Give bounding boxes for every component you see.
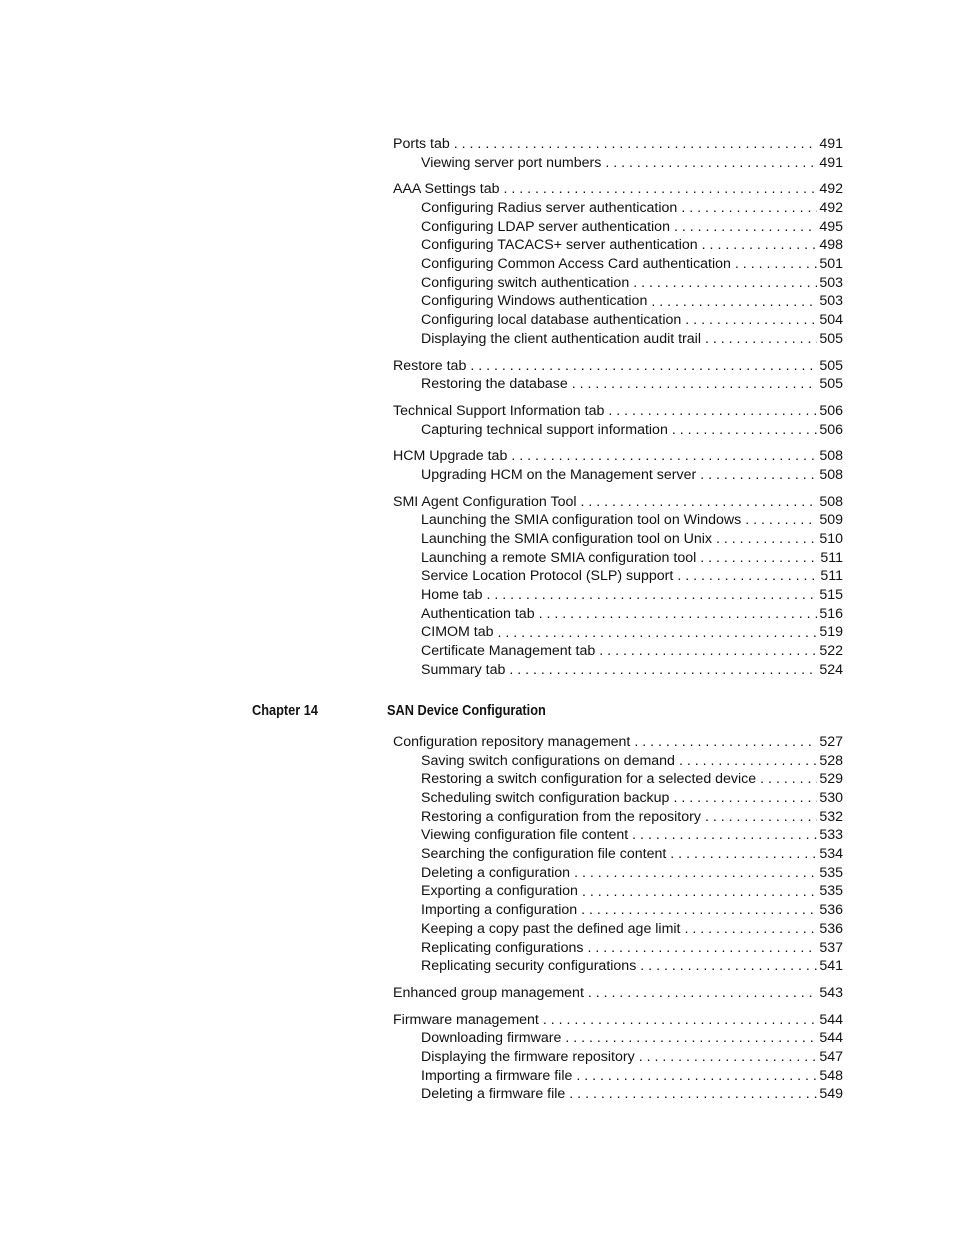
toc-page-number: 535 <box>819 864 843 881</box>
toc-subentry[interactable] <box>393 218 843 237</box>
toc-subentry[interactable] <box>393 199 843 218</box>
toc-subentry[interactable] <box>393 293 843 312</box>
toc-page-number: 530 <box>819 790 843 807</box>
dot-leader <box>760 770 817 789</box>
toc-page-number: 508 <box>819 466 843 483</box>
dot-leader <box>565 1029 817 1048</box>
toc-entry-title: Configuring Common Access Card authentication <box>421 256 731 273</box>
toc-entry-title: Restoring a switch configuration for a selected device <box>421 771 757 788</box>
toc-entry[interactable] <box>393 733 843 752</box>
toc-entry-title: Scheduling switch configuration backup <box>421 790 670 807</box>
toc-page-number: 505 <box>819 330 843 347</box>
toc-page-number: 543 <box>819 984 843 1001</box>
toc-subentry[interactable] <box>393 1067 843 1086</box>
toc-entry-title: Restoring a configuration from the repository <box>421 808 701 825</box>
toc-entry-title: Configuring Radius server authentication <box>421 200 678 217</box>
toc-page-number: 527 <box>819 733 843 750</box>
toc-entry[interactable] <box>393 984 843 1003</box>
toc-entry-title: Launching a remote SMIA configuration tool <box>421 549 697 566</box>
toc-entry-title: Deleting a firmware file <box>421 1086 566 1103</box>
toc-entry-title: Service Location Protocol (SLP) support <box>421 568 674 585</box>
dot-leader <box>543 1011 817 1030</box>
toc-entry-title: Home tab <box>421 587 483 604</box>
toc-entry[interactable] <box>393 180 843 199</box>
toc-entry-title: Exporting a configuration <box>421 883 578 900</box>
toc-subentry[interactable] <box>393 605 843 624</box>
dot-leader <box>581 901 817 920</box>
toc-subentry[interactable] <box>393 567 843 586</box>
dot-leader <box>700 549 818 568</box>
toc-subentry[interactable] <box>393 826 843 845</box>
dot-leader <box>587 939 817 958</box>
toc-entry-title: Viewing server port numbers <box>421 154 602 171</box>
toc-subentry[interactable] <box>393 330 843 349</box>
dot-leader <box>651 293 817 312</box>
toc-page-number: 516 <box>819 605 843 622</box>
toc-subentry[interactable] <box>393 939 843 958</box>
toc-page-number: 528 <box>819 752 843 769</box>
toc-entry-title: Certificate Management tab <box>421 643 596 660</box>
toc-page-number: 495 <box>819 218 843 235</box>
dot-leader <box>673 789 817 808</box>
toc-subentry[interactable] <box>393 624 843 643</box>
toc-page-number: 491 <box>819 135 843 152</box>
dot-leader <box>745 511 817 530</box>
toc-entry-title: Replicating security configurations <box>421 958 637 975</box>
toc-page-number: 522 <box>819 643 843 660</box>
dot-leader <box>672 421 817 440</box>
dot-leader <box>685 311 817 330</box>
toc-subentry[interactable] <box>393 311 843 330</box>
toc-entry[interactable] <box>393 447 843 466</box>
toc-subentry[interactable] <box>393 808 843 827</box>
dot-leader <box>605 154 817 173</box>
dot-leader <box>640 957 817 976</box>
dot-leader <box>639 1048 818 1067</box>
dot-leader <box>599 642 817 661</box>
toc-page-number: 544 <box>819 1030 843 1047</box>
toc-entry-title: AAA Settings tab <box>393 181 500 198</box>
toc-page-number: 492 <box>819 181 843 198</box>
dot-leader <box>498 624 818 643</box>
toc-page-number: 492 <box>819 200 843 217</box>
toc-subentry[interactable] <box>393 549 843 568</box>
dot-leader <box>677 567 818 586</box>
toc-page-number: 534 <box>819 846 843 863</box>
toc-page-number: 491 <box>819 154 843 171</box>
toc-subentry[interactable] <box>393 752 843 771</box>
dot-leader <box>470 357 817 376</box>
toc-page-number: 536 <box>819 902 843 919</box>
toc-page-number: 547 <box>819 1048 843 1065</box>
toc-subentry[interactable] <box>393 1085 843 1104</box>
dot-leader <box>705 808 817 827</box>
toc-entry-title: Launching the SMIA configuration tool on Unix <box>421 531 713 548</box>
dot-leader <box>574 864 817 883</box>
dot-leader <box>632 826 817 845</box>
toc-page-number: 515 <box>819 587 843 604</box>
toc-entry-title: Saving switch configurations on demand <box>421 752 675 769</box>
toc-group <box>393 447 843 484</box>
toc-entry-title: Keeping a copy past the defined age limit <box>421 920 681 937</box>
toc-page-number: 510 <box>819 531 843 548</box>
toc-page-number: 519 <box>819 624 843 641</box>
toc-subentry[interactable] <box>393 274 843 293</box>
toc-entry-title: Restoring the database <box>421 376 568 393</box>
toc-entry-title: Viewing configuration file content <box>421 827 629 844</box>
toc-entry-title: Displaying the firmware repository <box>421 1048 635 1065</box>
toc-subentry[interactable] <box>393 957 843 976</box>
toc-entry-title: Deleting a configuration <box>421 864 571 881</box>
toc-entry-title: Configuring switch authentication <box>421 274 630 291</box>
toc-entry-title: Upgrading HCM on the Management server <box>421 466 697 483</box>
toc-subentry[interactable] <box>393 789 843 808</box>
toc-subentry[interactable] <box>393 511 843 530</box>
toc-entry-title: Restore tab <box>393 357 467 374</box>
dot-leader <box>572 375 818 394</box>
toc-page-number: 506 <box>819 421 843 438</box>
toc-page-number: 548 <box>819 1067 843 1084</box>
dot-leader <box>608 402 817 421</box>
toc-subentry[interactable] <box>393 466 843 485</box>
chapter-label: Chapter 14 <box>252 703 318 719</box>
dot-leader <box>681 199 817 218</box>
toc-page-number: 533 <box>819 827 843 844</box>
dot-leader <box>674 218 817 237</box>
toc-entry-title: CIMOM tab <box>421 624 494 641</box>
toc-entry[interactable] <box>393 357 843 376</box>
toc-page-number: 508 <box>819 448 843 465</box>
toc-entry-title: Configuring Windows authentication <box>421 293 648 310</box>
dot-leader <box>716 530 817 549</box>
dot-leader <box>581 493 818 512</box>
toc-group <box>393 1011 843 1104</box>
dot-leader <box>588 984 817 1003</box>
toc-page-number: 535 <box>819 883 843 900</box>
dot-leader <box>569 1085 817 1104</box>
toc-subentry[interactable] <box>393 255 843 274</box>
toc-entry-title: HCM Upgrade tab <box>393 448 508 465</box>
toc-page-number: 511 <box>820 568 843 585</box>
dot-leader <box>702 236 818 255</box>
toc-subentry[interactable] <box>393 770 843 789</box>
toc-page-number: 509 <box>819 512 843 529</box>
toc-entry[interactable] <box>393 402 843 421</box>
toc-page-number: 508 <box>819 493 843 510</box>
toc-subentry[interactable] <box>393 883 843 902</box>
toc-entry-title: Downloading firmware <box>421 1030 562 1047</box>
toc-section-bottom <box>393 733 843 1112</box>
toc-entry-title: Launching the SMIA configuration tool on Windows <box>421 512 742 529</box>
toc-page-number: 544 <box>819 1011 843 1028</box>
toc-page-number: 505 <box>819 376 843 393</box>
dot-leader <box>539 605 818 624</box>
dot-leader <box>487 586 818 605</box>
dot-leader <box>685 920 818 939</box>
toc-entry[interactable] <box>393 135 843 154</box>
toc-page-number: 536 <box>819 920 843 937</box>
toc-group <box>393 402 843 439</box>
toc-subentry[interactable] <box>393 1048 843 1067</box>
toc-page-number: 511 <box>820 549 843 566</box>
toc-group <box>393 180 843 348</box>
toc-page-number: 503 <box>819 293 843 310</box>
dot-leader <box>509 661 817 680</box>
dot-leader <box>735 255 817 274</box>
toc-group <box>393 493 843 680</box>
toc-entry-title: Configuration repository management <box>393 733 631 750</box>
dot-leader <box>503 180 817 199</box>
toc-entry-title: Searching the configuration file content <box>421 846 667 863</box>
toc-page-number: 501 <box>819 256 843 273</box>
toc-entry[interactable] <box>393 493 843 512</box>
toc-entry-title: Configuring TACACS+ server authentication <box>421 237 698 254</box>
toc-entry-title: Configuring local database authentication <box>421 312 682 329</box>
toc-page-number: 506 <box>819 402 843 419</box>
toc-subentry[interactable] <box>393 661 843 680</box>
toc-page-number: 529 <box>819 771 843 788</box>
toc-entry-title: SMI Agent Configuration Tool <box>393 493 577 510</box>
toc-entry-title: Replicating configurations <box>421 939 584 956</box>
toc-entry-title: Firmware management <box>393 1011 539 1028</box>
toc-subentry[interactable] <box>393 845 843 864</box>
toc-subentry[interactable] <box>393 642 843 661</box>
toc-page-number: 498 <box>819 237 843 254</box>
toc-subentry[interactable] <box>393 864 843 883</box>
toc-subentry[interactable] <box>393 421 843 440</box>
toc-subentry[interactable] <box>393 1029 843 1048</box>
toc-entry-title: Displaying the client authentication audit trail <box>421 330 701 347</box>
toc-entry-title: Summary tab <box>421 661 506 678</box>
toc-subentry[interactable] <box>393 920 843 939</box>
toc-section-top <box>393 135 843 688</box>
toc-page-number: 541 <box>819 958 843 975</box>
toc-entry-title: Importing a firmware file <box>421 1067 573 1084</box>
dot-leader <box>700 466 817 485</box>
toc-page-number: 537 <box>819 939 843 956</box>
toc-page-number: 532 <box>819 808 843 825</box>
toc-entry-title: Capturing technical support information <box>421 421 668 438</box>
toc-subentry[interactable] <box>393 236 843 255</box>
dot-leader <box>705 330 817 349</box>
toc-entry[interactable] <box>393 1011 843 1030</box>
toc-group <box>393 984 843 1003</box>
dot-leader <box>454 135 818 154</box>
toc-page-number: 524 <box>819 661 843 678</box>
dot-leader <box>679 752 817 771</box>
dot-leader <box>582 883 817 902</box>
dot-leader <box>670 845 817 864</box>
dot-leader <box>634 733 817 752</box>
toc-group <box>393 733 843 976</box>
toc-group <box>393 357 843 394</box>
toc-page-number: 504 <box>819 312 843 329</box>
dot-leader <box>576 1067 817 1086</box>
toc-entry-title: Authentication tab <box>421 605 535 622</box>
toc-entry-title: Importing a configuration <box>421 902 578 919</box>
toc-page-number: 503 <box>819 274 843 291</box>
toc-subentry[interactable] <box>393 586 843 605</box>
toc-subentry[interactable] <box>393 375 843 394</box>
toc-subentry[interactable] <box>393 154 843 173</box>
toc-entry-title: Ports tab <box>393 135 450 152</box>
dot-leader <box>633 274 817 293</box>
toc-entry-title: Technical Support Information tab <box>393 402 605 419</box>
dot-leader <box>511 447 817 466</box>
toc-subentry[interactable] <box>393 530 843 549</box>
toc-group <box>393 135 843 172</box>
toc-subentry[interactable] <box>393 901 843 920</box>
chapter-title: SAN Device Configuration <box>387 703 546 719</box>
toc-entry-title: Configuring LDAP server authentication <box>421 218 670 235</box>
toc-page-number: 549 <box>819 1086 843 1103</box>
toc-entry-title: Enhanced group management <box>393 984 584 1001</box>
toc-page-number: 505 <box>819 357 843 374</box>
